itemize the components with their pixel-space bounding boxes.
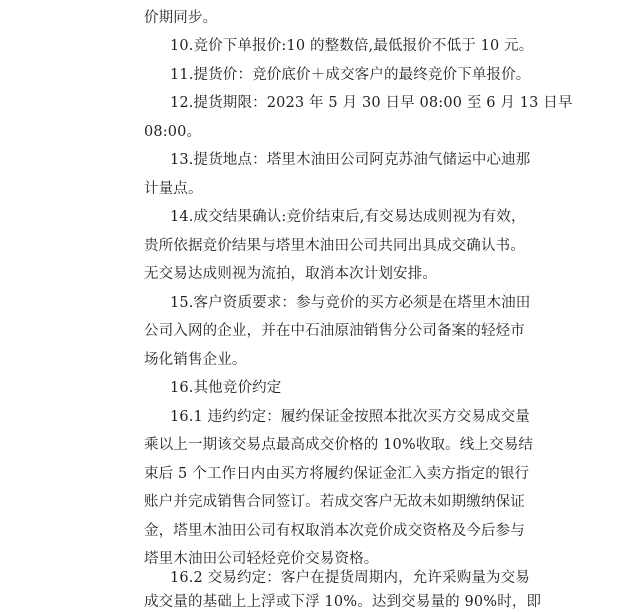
text-line-3: 11.提货价：竞价底价＋成交客户的最终竞价下单报价。 [170,67,531,83]
text-line-17: 束后 5 个工作日内由买方将履约保证金汇入卖方指定的银行 [144,466,530,482]
text-line-5: 08:00。 [144,124,202,140]
text-line-14: 16.其他竞价约定 [170,380,282,396]
text-line-15: 16.1 违约约定：履约保证金按照本批次买方交易成交量 [170,409,530,425]
text-line-18: 账户并完成销售合同签订。若成交客户无故未如期缴纳保证 [144,494,525,510]
text-line-16: 乘以上一期该交易点最高成交价格的 10%收取。线上交易结 [144,437,534,453]
text-line-19: 金，塔里木油田公司有权取消本次竞价成交资格及今后参与 [144,523,525,539]
text-line-4: 12.提货期限：2023 年 5 月 30 日早 08:00 至 6 月 13 日早 [170,95,573,111]
text-line-10: 无交易达成则视为流拍，取消本次计划安排。 [144,266,437,282]
text-line-12: 公司入网的企业，并在中石油原油销售分公司备案的轻烃市 [144,323,525,339]
text-line-22: 成交量的基础上上浮或下浮 10%。达到交易量的 90%时，即 [144,594,542,610]
text-line-21: 16.2 交易约定：客户在提货周期内，允许采购量为交易 [170,570,530,586]
text-line-11: 15.客户资质要求：参与竞价的买方必须是在塔里木油田 [170,295,531,311]
text-line-2: 10.竞价下单报价:10 的整数倍,最低报价不低于 10 元。 [170,38,534,54]
text-line-13: 场化销售企业。 [144,352,247,368]
text-line-1: 价期同步。 [144,10,218,26]
text-line-6: 13.提货地点：塔里木油田公司阿克苏油气储运中心迪那 [170,152,531,168]
text-line-20: 塔里木油田公司轻烃竞价交易资格。 [144,551,379,567]
text-line-8: 14.成交结果确认:竞价结束后,有交易达成则视为有效， [170,209,526,225]
text-line-9: 贵所依据竞价结果与塔里木油田公司共同出具成交确认书。 [144,238,525,254]
text-line-7: 计量点。 [144,181,203,197]
